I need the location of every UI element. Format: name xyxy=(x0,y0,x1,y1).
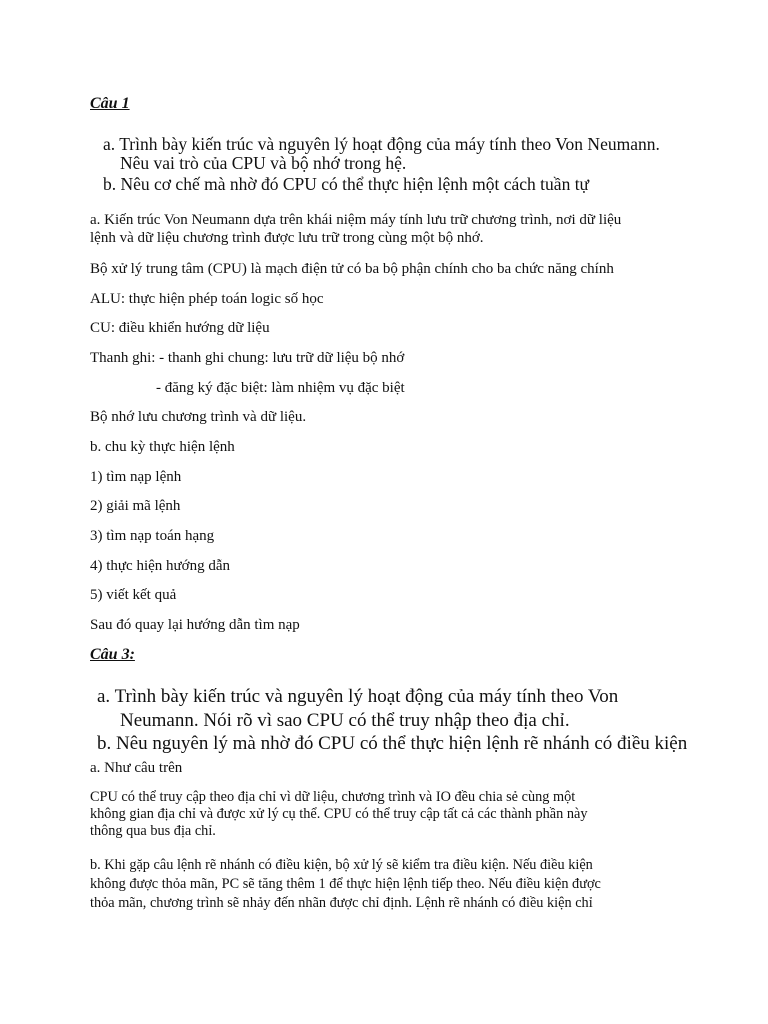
answer-line: b. Khi gặp câu lệnh rẽ nhánh có điều kiện, bộ xử lý sẽ kiểm tra điều kiện. Nếu điều kiện xyxy=(90,857,593,873)
answer-line: a. Kiến trúc Von Neumann dựa trên khái niệm máy tính lưu trữ chương trình, nơi dữ liệu xyxy=(90,212,622,228)
answer-line: b. chu kỳ thực hiện lệnh xyxy=(90,439,235,455)
answer-line: thông qua bus địa chỉ. xyxy=(90,823,216,839)
answer-line: không gian địa chỉ và được xử lý cụ thể. CPU có thể truy cập tất cả các thành phần này xyxy=(90,806,588,822)
answer-line: lệnh và dữ liệu chương trình được lưu trữ trong cùng một bộ nhớ. xyxy=(90,230,484,246)
answer-line: ALU: thực hiện phép toán logic số học xyxy=(90,291,324,307)
question-a-line2: Nêu vai trò của CPU và bộ nhớ trong hệ. xyxy=(120,153,407,173)
answer-line: thỏa mãn, chương trình sẽ nhảy đến nhãn được chỉ định. Lệnh rẽ nhánh có điều kiện chỉ xyxy=(90,895,593,911)
question-a-line1: a. Trình bày kiến trúc và nguyên lý hoạt động của máy tính theo Von xyxy=(97,686,619,707)
list-item: 1) tìm nạp lệnh xyxy=(90,469,182,485)
list-item: 2) giải mã lệnh xyxy=(90,498,181,514)
list-item: 5) viết kết quả xyxy=(90,587,177,603)
list-item: 3) tìm nạp toán hạng xyxy=(90,528,215,544)
answer-line: - đăng ký đặc biệt: làm nhiệm vụ đặc biệt xyxy=(156,380,405,396)
answer-line: Bộ xử lý trung tâm (CPU) là mạch điện tử có ba bộ phận chính cho ba chức năng chính xyxy=(90,261,614,277)
answer-line: Bộ nhớ lưu chương trình và dữ liệu. xyxy=(90,409,307,425)
section-heading-cau3: Câu 3: xyxy=(90,646,135,663)
question-a-line1: a. Trình bày kiến trúc và nguyên lý hoạt động của máy tính theo Von Neumann. xyxy=(103,134,660,154)
answer-line: CU: điều khiển hướng dữ liệu xyxy=(90,320,270,336)
answer-line: không được thỏa mãn, PC sẽ tăng thêm 1 để thực hiện lệnh tiếp theo. Nếu điều kiện được xyxy=(90,876,601,892)
question-a-line2: Neumann. Nói rõ vì sao CPU có thể truy nhập theo địa chỉ. xyxy=(120,710,570,731)
question-b-line1: b. Nêu cơ chế mà nhờ đó CPU có thể thực hiện lệnh một cách tuần tự xyxy=(103,174,590,194)
answer-line: Sau đó quay lại hướng dẫn tìm nạp xyxy=(90,617,300,633)
list-item: 4) thực hiện hướng dẫn xyxy=(90,558,230,574)
answer-line: Thanh ghi: - thanh ghi chung: lưu trữ dữ liệu bộ nhớ xyxy=(90,350,405,366)
section-heading-cau1: Câu 1 xyxy=(90,95,130,112)
answer-line: a. Như câu trên xyxy=(90,760,183,776)
question-b-line1: b. Nêu nguyên lý mà nhờ đó CPU có thể thực hiện lệnh rẽ nhánh có điều kiện xyxy=(97,733,688,754)
answer-line: CPU có thể truy cập theo địa chỉ vì dữ liệu, chương trình và IO đều chia sẻ cùng một xyxy=(90,789,576,805)
